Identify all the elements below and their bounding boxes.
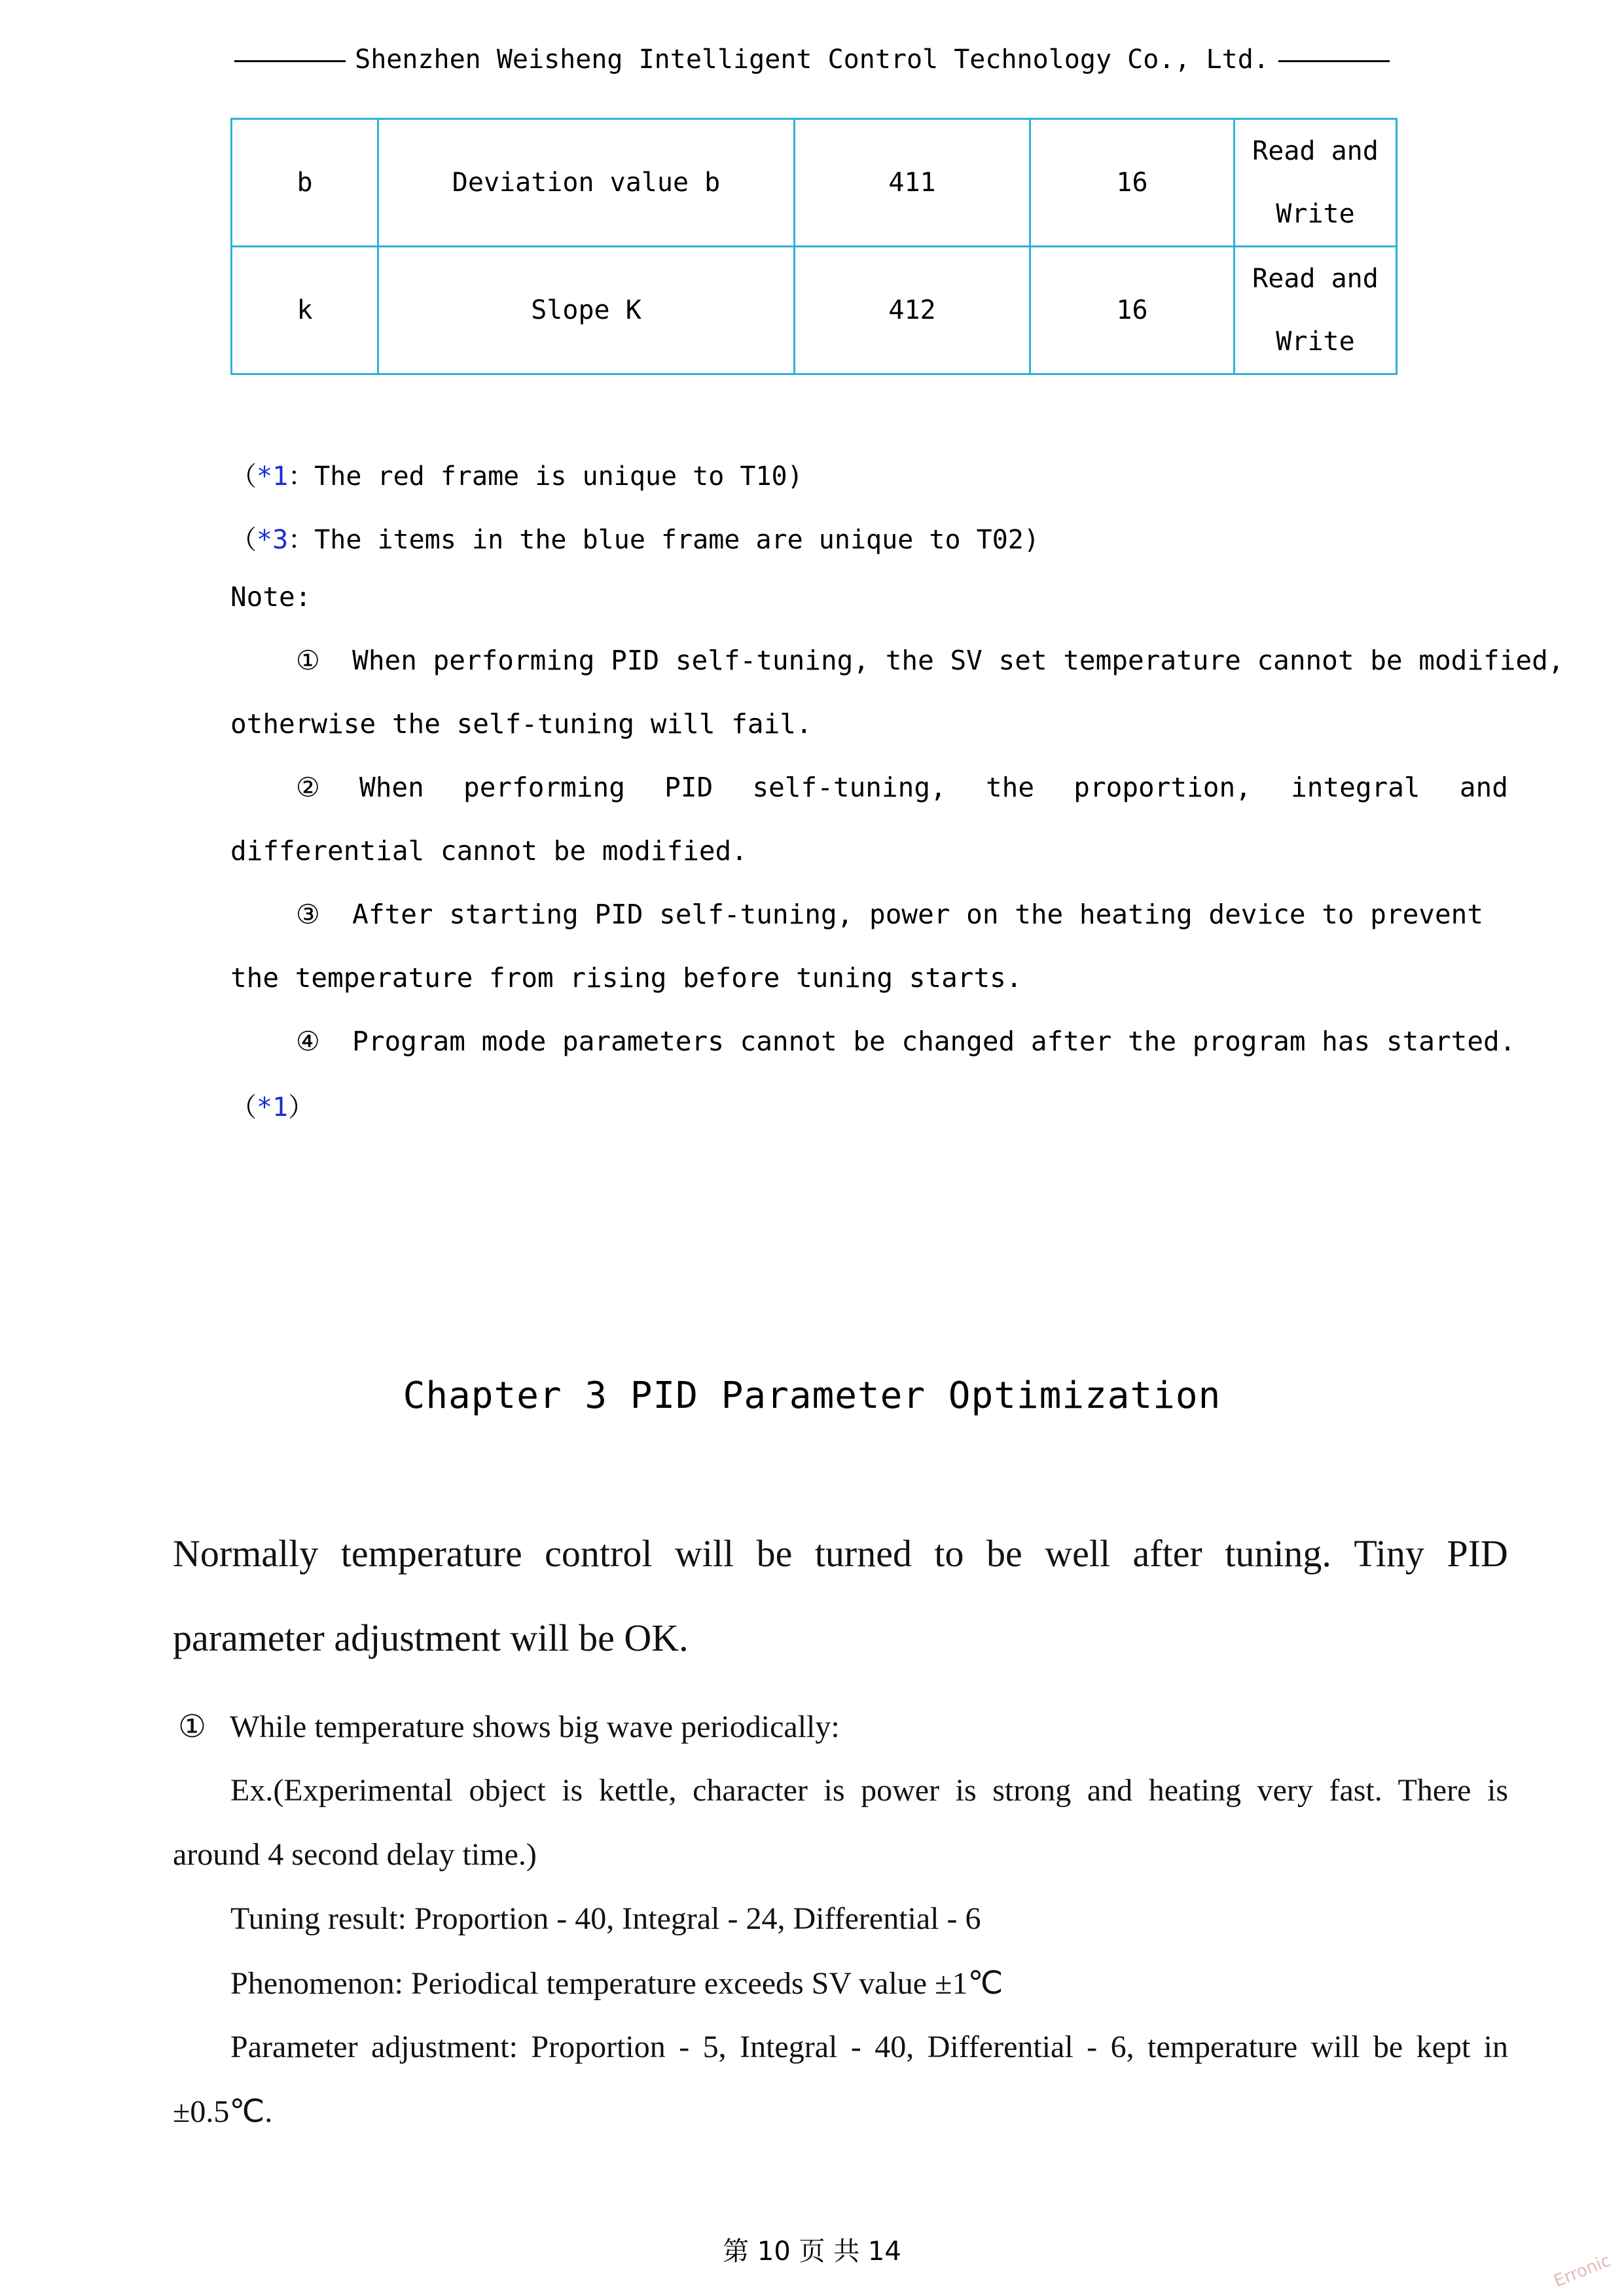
intro-word: will bbox=[674, 1532, 734, 1575]
parameter-table bbox=[230, 118, 1398, 375]
case-1-adjust-line-2: ±0.5℃. bbox=[173, 2094, 273, 2129]
intro-word: control bbox=[545, 1532, 653, 1575]
note-marker: ③ bbox=[296, 899, 320, 930]
case-1-tuning-result: Tuning result: Proportion - 40, Integral - 24, Differential - 6 bbox=[230, 1901, 981, 1936]
param-name: Slope K bbox=[378, 247, 795, 374]
note-word: self-tuning, bbox=[752, 772, 947, 803]
ref-close: ） bbox=[288, 1092, 315, 1122]
note-text: When performing PID self-tuning, the SV set temperature cannot be modified, bbox=[352, 645, 1564, 676]
footnote-3 bbox=[230, 519, 1039, 556]
access-line: Write bbox=[1276, 199, 1355, 229]
param-access bbox=[1235, 247, 1397, 374]
intro-word: temperature bbox=[340, 1532, 522, 1575]
note-item-2 bbox=[296, 772, 1508, 803]
access-line: Write bbox=[1276, 327, 1355, 357]
intro-word: Normally bbox=[173, 1532, 319, 1575]
param-symbol: b bbox=[232, 119, 378, 247]
param-name: Deviation value b bbox=[378, 119, 795, 247]
note-item-3 bbox=[296, 899, 1483, 930]
table-row bbox=[232, 247, 1397, 374]
note-item-3-cont: the temperature from rising before tuning starts. bbox=[230, 962, 1022, 994]
case-marker: ① bbox=[178, 1710, 207, 1744]
note-word: and bbox=[1459, 772, 1508, 803]
param-bits: 16 bbox=[1030, 119, 1235, 247]
note-word: performing bbox=[463, 772, 625, 803]
note-word: integral bbox=[1291, 772, 1420, 803]
intro-word: after bbox=[1132, 1532, 1202, 1575]
intro-word: turned bbox=[814, 1532, 912, 1575]
header-rule-left bbox=[234, 60, 346, 62]
intro-word: well bbox=[1045, 1532, 1111, 1575]
note-item-4 bbox=[296, 1026, 1515, 1057]
note-item-2-cont: differential cannot be modified. bbox=[230, 835, 748, 867]
access-line: Read and bbox=[1252, 264, 1379, 294]
note-word: When bbox=[359, 772, 424, 803]
header-rule-right bbox=[1278, 60, 1390, 62]
footnote-open: （ bbox=[230, 525, 257, 555]
note-title: Note: bbox=[230, 581, 312, 613]
footnote-mark: *1 bbox=[257, 461, 289, 492]
note-text: Program mode parameters cannot be changed after the program has started. bbox=[352, 1026, 1516, 1057]
footnote-mark: *3 bbox=[257, 525, 289, 555]
intro-line-2: parameter adjustment will be OK. bbox=[173, 1617, 689, 1659]
note-word: proportion, bbox=[1074, 772, 1252, 803]
chapter-title: Chapter 3 PID Parameter Optimization bbox=[403, 1374, 1221, 1417]
note-marker: ④ bbox=[296, 1026, 320, 1057]
case-1-adjust-line-1: Parameter adjustment: Proportion - 5, Integral - 40, Differential - 6, temperature will be kept in bbox=[230, 2030, 1508, 2064]
watermark-logo: Erronic bbox=[1551, 2251, 1614, 2291]
access-line: Read and bbox=[1252, 136, 1379, 166]
case-1-ex-line-2: around 4 second delay time.) bbox=[173, 1837, 537, 1872]
note-item-1 bbox=[296, 645, 1564, 676]
case-1-ex-line-1: Ex.(Experimental object is kettle, character is power is strong and heating very fast. There is bbox=[230, 1773, 1508, 1808]
footnote-text: ：The items in the blue frame are unique to T02) bbox=[288, 525, 1039, 555]
intro-word: Tiny bbox=[1354, 1532, 1424, 1575]
company-name: Shenzhen Weisheng Intelligent Control Technology Co., Ltd. bbox=[355, 45, 1269, 75]
case-1-phenomenon: Phenomenon: Periodical temperature exceeds SV value ±1℃ bbox=[230, 1966, 1003, 2001]
note-word: PID bbox=[664, 772, 713, 803]
footnote-text: ：The red frame is unique to T10) bbox=[288, 461, 803, 492]
param-address: 411 bbox=[795, 119, 1030, 247]
note-text: After starting PID self-tuning, power on the heating device to prevent bbox=[352, 899, 1484, 930]
param-address: 412 bbox=[795, 247, 1030, 374]
intro-word: be bbox=[986, 1532, 1022, 1575]
param-symbol: k bbox=[232, 247, 378, 374]
page-number: 第 10 页 共 14 bbox=[723, 2236, 901, 2267]
ref-open: （ bbox=[230, 1092, 257, 1122]
case-heading-text: While temperature shows big wave periodically: bbox=[230, 1710, 840, 1744]
footnote-open: （ bbox=[230, 461, 257, 492]
intro-word: PID bbox=[1447, 1532, 1508, 1575]
note-marker: ① bbox=[296, 645, 320, 676]
note-ref bbox=[230, 1086, 314, 1124]
table-row bbox=[232, 119, 1397, 247]
intro-line-1 bbox=[173, 1532, 1508, 1575]
note-word: the bbox=[985, 772, 1035, 803]
param-bits: 16 bbox=[1030, 247, 1235, 374]
note-item-1-cont: otherwise the self-tuning will fail. bbox=[230, 708, 812, 740]
intro-word: be bbox=[756, 1532, 793, 1575]
footnote-mark: *1 bbox=[257, 1092, 289, 1122]
note-marker: ② bbox=[296, 772, 320, 803]
case-1-heading bbox=[178, 1708, 840, 1745]
param-access bbox=[1235, 119, 1397, 247]
footnote-1 bbox=[230, 456, 803, 493]
intro-word: tuning. bbox=[1225, 1532, 1331, 1575]
intro-word: to bbox=[934, 1532, 964, 1575]
page-header bbox=[0, 45, 1624, 75]
